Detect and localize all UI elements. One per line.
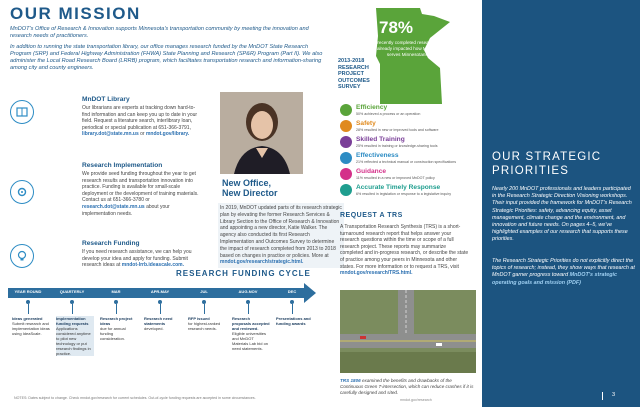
outcome-description: 25% resulted in training or knowledge-sharing tools — [356, 144, 438, 148]
stat-description: of recently completed research has already impacted how MnDOT serves Minnesotans! — [372, 40, 444, 57]
outcome-item — [340, 104, 470, 119]
library-email-link[interactable]: library.dot@state.mn.us — [82, 131, 139, 138]
outcome-title: Effectiveness — [356, 152, 399, 159]
outcome-item — [340, 120, 470, 135]
outcome-description: 28% resulted in new or improved tools and software — [356, 128, 439, 132]
outcome-title: Accurate Timely Response — [356, 184, 441, 191]
outcome-title: Safety — [356, 120, 376, 127]
outcome-item — [340, 168, 470, 183]
survey-label: 2013-2018 RESEARCH PROJECT OUTCOMES SURVEY — [338, 58, 370, 90]
outcome-item — [340, 136, 470, 151]
photo-caption — [340, 378, 476, 396]
library-body — [82, 105, 202, 138]
library-icon — [10, 100, 34, 124]
timeline-step-text: developed. — [144, 326, 164, 331]
strategic-title: OUR STRATEGIC PRIORITIES — [492, 151, 602, 177]
timeline-step — [276, 316, 314, 326]
outcome-icon — [340, 120, 352, 132]
outcome-item — [340, 152, 470, 167]
timeline-step-text: Eligible universities and MnDOT Materials Lab bid on need statements. — [232, 331, 269, 351]
mission-intro: MnDOT's Office of Research & Innovation supports Minnesota's transportation community by meeting the innovation and research needs of practitioners. — [10, 26, 309, 39]
outcome-description: 11% resulted in a new or improved MnDOT policy — [356, 176, 435, 180]
timeline-connector — [204, 304, 205, 314]
timeline-step — [56, 316, 94, 356]
timeline-step — [144, 316, 182, 331]
stat-percent: 78% — [379, 18, 414, 37]
trs-1806-link[interactable]: TRS 1806 — [340, 378, 361, 383]
implementation-email-link[interactable]: research.dot@state.mn.us — [82, 203, 145, 210]
implementation-title: Research Implementation — [82, 162, 163, 169]
timeline-step-title: Research proposals accepted and reviewed. — [232, 316, 270, 331]
timeline-step-title: RFP issued — [188, 316, 210, 321]
timeline-period: JUL — [200, 289, 208, 294]
outcome-description: 21% reflected a technical manual or construction specifications — [356, 160, 457, 164]
timeline-period: YEAR ROUND — [14, 289, 42, 294]
request-trs-body — [340, 224, 470, 277]
library-text: Our librarians are experts at tracking down hard-to-find information and can keep you up to date in your field. Request a literature search, interlibrary loan, periodical or special publication at 651-366-3791, — [82, 105, 198, 131]
library-url-link[interactable]: mndot.gov/library. — [145, 131, 190, 138]
timeline-period: DEC — [287, 289, 297, 294]
outcome-title: Skilled Training — [356, 136, 405, 143]
funding-text: If you need research assistance, we can help you develop your idea and apply for funding. Submit research ideas at — [82, 249, 192, 269]
timeline-step-text: due for annual funding consideration. — [100, 326, 126, 341]
outcome-icon — [340, 168, 352, 180]
director-title-line2: New Director — [222, 188, 278, 198]
director-photo — [220, 92, 303, 174]
outcome-icon — [340, 152, 352, 164]
strategic-plan-link[interactable]: mndot.gov/research/strategic.html. — [220, 259, 304, 266]
timeline-connector — [116, 304, 117, 314]
footer-site: mndot.gov/research — [400, 398, 432, 402]
director-title — [222, 178, 278, 198]
outcome-title: Guidance — [356, 168, 387, 175]
director-title-line1: New Office, — [222, 178, 272, 188]
library-title: MnDOT Library — [82, 96, 130, 103]
funding-cycle-title: RESEARCH FUNDING CYCLE — [176, 269, 311, 278]
timeline-step-title: Implementation funding requests — [56, 316, 89, 326]
timeline-step-title: Research need statements — [144, 316, 173, 326]
implementation-tail: about your implementation needs. — [82, 203, 170, 217]
page-title: OUR MISSION — [10, 4, 141, 23]
caption-text: examined the benefits and drawbacks of the Continuous Green T-intersection, which can reduce crashes if it is carefully designed and sited. — [340, 378, 474, 395]
ideascale-link[interactable]: mndot-lrrb.ideascale.com. — [121, 262, 184, 269]
timeline-period: APR-MAY — [150, 289, 170, 294]
timeline-connector — [28, 304, 29, 314]
outcome-item — [340, 184, 470, 199]
timeline-step-text: for highest-ranked research needs. — [188, 321, 221, 331]
timeline-step-text: Submit research and implementation ideas using IdeaScale. — [12, 321, 50, 336]
outcome-icon — [340, 136, 352, 148]
timeline-connector — [292, 304, 293, 314]
timeline-step-text: Applications considered anytime to pilot new technology or put research findings in practice. — [56, 326, 91, 356]
outcome-description: 6% resulted in legislation or response to a legislative inquiry — [356, 192, 452, 196]
request-trs-text: A Transportation Research Synthesis (TRS) is a short-turnaround research report that helps answer your research questions within the time or scope of a full research project. These reports may summarize completed and in-progress research, or describe the state of practice among your peers in Minnesota and other states. For more information or to request a TRS, visit — [340, 224, 469, 270]
timeline-connector — [248, 304, 249, 314]
implementation-body — [82, 171, 202, 217]
outcome-title: Efficiency — [356, 104, 388, 111]
outcome-icon — [340, 104, 352, 116]
timeline-step-title: Ideas generated — [12, 316, 43, 321]
request-trs-title: REQUEST A TRS — [340, 212, 403, 219]
outcome-description: 50% achieved a process or an operation — [356, 112, 421, 116]
timeline-step — [188, 316, 226, 331]
strategic-body-2 — [492, 258, 636, 287]
timeline-step-title: Research project ideas — [100, 316, 133, 326]
timeline-step-title: Presentations and funding awards — [276, 316, 311, 326]
director-text: In 2019, MnDOT updated parts of its research strategic plan by elevating the former Research Services & Library Section to the Office of Research & Innovation and appointing a new director, Katie Walker. The agency also conducted its first Research Implementation and Outcomes Survey to determine the impact of research completed from 2013 to 2018 based on changes in practice or policies. More at — [220, 205, 342, 259]
footer-divider — [602, 392, 603, 400]
timeline-connector — [160, 304, 161, 314]
trs-link[interactable]: mndot.gov/research/TRS.html. — [340, 270, 413, 277]
strategic-body-2-text: The Research Strategic Priorities do not explicitly direct the topics of research; instead, they show ways that research at MnDOT garner progress toward — [492, 258, 635, 279]
library-or-text: or — [138, 131, 146, 138]
timeline-period: MAR — [111, 289, 121, 294]
director-body — [218, 203, 344, 268]
gear-icon — [10, 180, 34, 204]
page-number: 3 — [612, 392, 616, 398]
timeline-step — [100, 316, 138, 341]
implementation-text: We provide seed funding throughout the year to get research results and transportation innovation into practice. Funding is available for small-scale deployment or the development of training materials. Contact us at 651-366-3780 or — [82, 171, 199, 204]
timeline-step — [12, 316, 50, 336]
timeline-note: NOTES: Dates subject to change. Check mndot.gov/research for current schedules. Out-of-cycle funding requests are accepted in some circumstances. — [14, 396, 256, 400]
strategic-body: Nearly 200 MnDOT professionals and leaders participated in the Research Strategic Direction Visioning workshops. Their input provided the framework for MnDOT's Research Strategic Priorities: safety, advancing equity, asset management, climate change and the environment, and innovation and future needs. On pages 4–5, we've highlighted examples of our research that supports these priorities. — [492, 186, 632, 243]
funding-title: Research Funding — [82, 240, 140, 247]
intersection-photo — [340, 290, 476, 373]
timeline-period: QUARTERLY — [59, 289, 85, 294]
funding-body — [82, 249, 202, 269]
strategic-goals-link[interactable]: MnDOT's strategic operating goals and mission (PDF) — [492, 272, 618, 286]
lightbulb-icon — [10, 244, 34, 268]
timeline-period: AUG-NOV — [238, 289, 258, 294]
timeline-connector — [72, 304, 73, 314]
outcome-icon — [340, 184, 352, 196]
timeline-step — [232, 316, 270, 351]
mission-description: In addition to running the state transportation library, our office manages research funded by the MnDOT State Research Program (SRP) and Federal Highway Administration (FHWA) State Planning and Research (SP&R) Program (Part II). We also administer the Local Road Research Board (LRRB) program, which facilitates transportation research and information-sharing among city and county engineers. — [10, 44, 323, 71]
